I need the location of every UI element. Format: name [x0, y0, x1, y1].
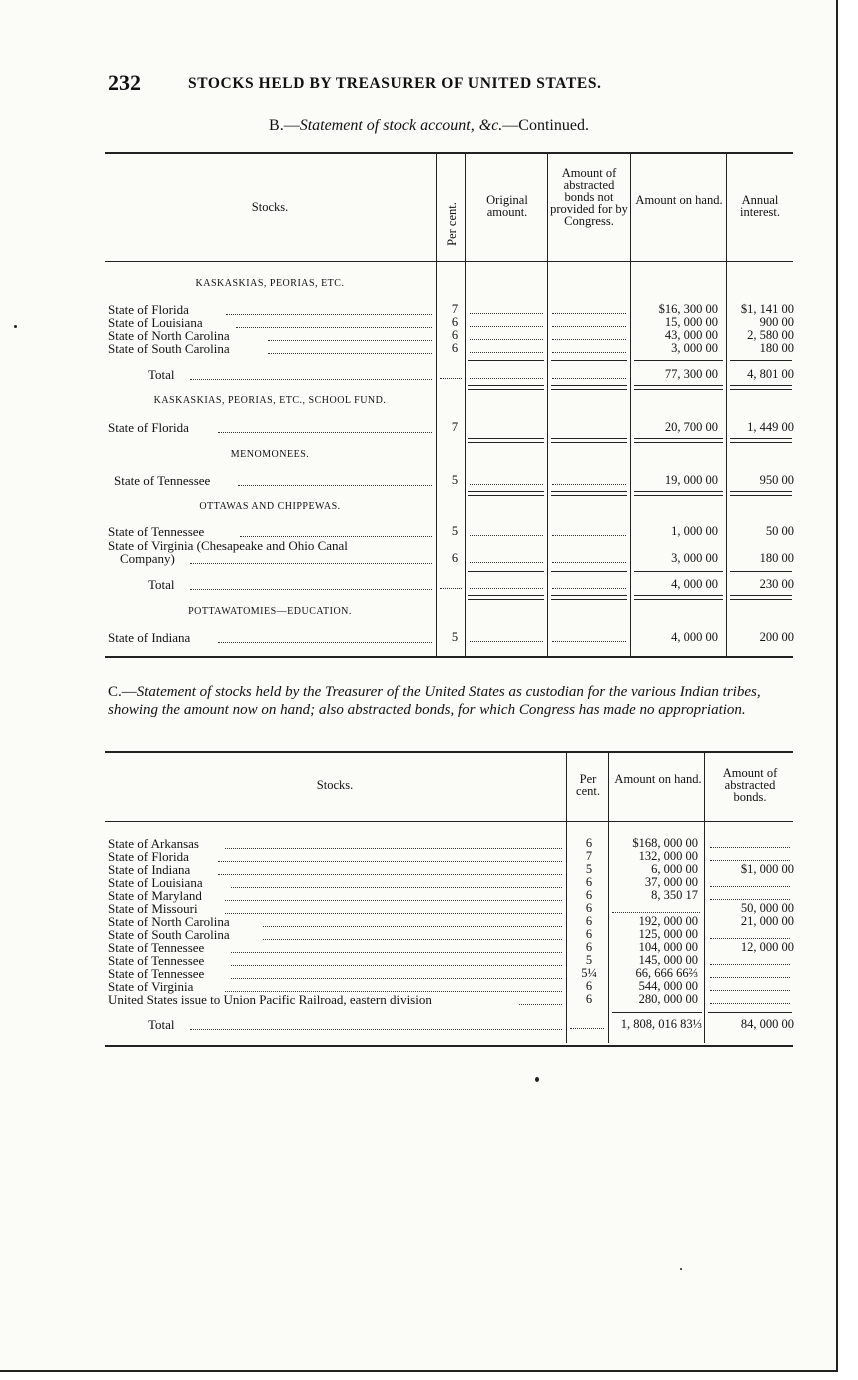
row-stock: United States issue to Union Pacific Railroad, eastern division	[108, 992, 432, 1007]
row-on-hand: 145, 000 00	[638, 953, 698, 967]
row-on-hand: 280, 000 00	[638, 992, 698, 1006]
row-interest: 180 00	[759, 341, 794, 355]
row-abstracted: 12, 000 00	[740, 940, 794, 954]
row-percent: 6	[451, 315, 459, 329]
page-number: 232	[108, 70, 141, 95]
caption-label: C.—	[108, 684, 137, 700]
row-percent: 5	[451, 630, 459, 644]
table-c-col-percent: Per cent.	[576, 772, 600, 798]
row-on-hand: 66, 666 66⅔	[635, 966, 698, 980]
row-percent: 6	[585, 875, 593, 889]
row-stock: State of Maryland	[108, 888, 202, 903]
row-interest: 950 00	[759, 473, 794, 487]
row-on-hand: 3, 000 00	[671, 341, 718, 355]
row-stock: State of Tennessee	[108, 940, 205, 955]
row-stock: State of Florida	[108, 420, 189, 435]
row-percent: 6	[585, 927, 593, 941]
total-interest: 230 00	[759, 577, 794, 591]
section-heading: POTTAWATOMIES—EDUCATION.	[188, 606, 352, 617]
row-stock: State of North Carolina	[108, 914, 230, 929]
row-on-hand: 125, 000 00	[638, 927, 698, 941]
row-percent: 6	[585, 836, 593, 850]
row-on-hand: 544, 000 00	[638, 979, 698, 993]
row-percent: 6	[585, 979, 593, 993]
table-b-col-original: Original amount.	[486, 193, 528, 219]
total-label: Total	[148, 1017, 175, 1032]
table-b-col-percent: Per cent.	[445, 202, 459, 246]
row-on-hand: 6, 000 00	[651, 862, 698, 876]
row-interest: 1, 449 00	[747, 420, 794, 434]
row-on-hand: 37, 000 00	[644, 875, 698, 889]
row-abstracted: $1, 000 00	[740, 862, 794, 876]
total-abstracted: 84, 000 00	[740, 1017, 794, 1031]
row-stock-continued: Company)	[120, 551, 175, 566]
row-percent: 6	[585, 940, 593, 954]
row-percent: 5¼	[581, 966, 597, 980]
table-b-col-stocks: Stocks.	[251, 200, 289, 214]
row-on-hand: 19, 000 00	[664, 473, 718, 487]
table-c-caption	[108, 683, 794, 719]
row-interest: 2, 580 00	[747, 328, 794, 342]
row-stock: State of Indiana	[108, 630, 191, 645]
table-b-subtitle: B.—Statement of stock account, &c.—Continued.	[269, 117, 589, 134]
running-title: STOCKS HELD BY TREASURER OF UNITED STATES.	[188, 75, 602, 92]
row-on-hand: $16, 300 00	[658, 302, 718, 316]
row-percent: 7	[585, 849, 593, 863]
row-interest: 50 00	[765, 524, 794, 538]
row-stock: State of Tennessee	[108, 966, 205, 981]
row-on-hand: 1, 000 00	[671, 524, 718, 538]
print-speck	[535, 1077, 539, 1082]
total-on-hand: 77, 300 00	[664, 367, 718, 381]
caption-text: Statement of stocks held by the Treasurer of the United States as custodian for the various Indian tribes, showing the amount now on hand; also abstracted bonds, for which Congress has made no appropriation.	[108, 684, 761, 718]
row-percent: 6	[585, 992, 593, 1006]
row-interest: 200 00	[759, 630, 794, 644]
row-abstracted: 21, 000 00	[740, 914, 794, 928]
section-heading: MENOMONEES.	[230, 449, 310, 460]
total-label: Total	[148, 367, 175, 382]
row-percent: 6	[451, 341, 459, 355]
row-interest: 900 00	[759, 315, 794, 329]
row-on-hand: 104, 000 00	[638, 940, 698, 954]
row-stock: State of Tennessee	[108, 953, 205, 968]
row-on-hand: 8, 350 17	[651, 888, 698, 902]
row-stock: State of Tennessee	[108, 524, 205, 539]
print-speck	[680, 1268, 682, 1270]
row-interest: $1, 141 00	[740, 302, 794, 316]
row-on-hand: 4, 000 00	[671, 630, 718, 644]
row-percent: 6	[585, 901, 593, 915]
row-on-hand: 3, 000 00	[671, 551, 718, 565]
row-stock: State of Arkansas	[108, 836, 199, 851]
row-on-hand: $168, 000 00	[632, 836, 698, 850]
row-percent: 7	[451, 302, 459, 316]
row-percent: 7	[451, 420, 459, 434]
total-on-hand: 1, 808, 016 83⅓	[620, 1017, 702, 1031]
table-c-col-stocks: Stocks.	[316, 778, 354, 792]
row-on-hand: 192, 000 00	[638, 914, 698, 928]
row-stock: State of Louisiana	[108, 875, 203, 890]
row-stock: State of Florida	[108, 849, 189, 864]
row-stock: State of Virginia	[108, 979, 194, 994]
row-abstracted: 50, 000 00	[740, 901, 794, 915]
row-percent: 6	[451, 328, 459, 342]
table-b-col-abstracted: Amount of abstracted bonds not provided for by Congress.	[550, 166, 628, 228]
row-stock: State of Florida	[108, 302, 189, 317]
row-stock: State of Louisiana	[108, 315, 203, 330]
total-label: Total	[148, 577, 175, 592]
row-percent: 6	[585, 914, 593, 928]
table-c-col-abstracted: Amount of abstracted bonds.	[722, 766, 778, 804]
table-b-col-on-hand: Amount on hand.	[635, 193, 723, 207]
total-interest: 4, 801 00	[747, 367, 794, 381]
section-heading: OTTAWAS AND CHIPPEWAS.	[199, 501, 341, 512]
total-on-hand: 4, 000 00	[671, 577, 718, 591]
row-percent: 6	[585, 888, 593, 902]
row-interest: 180 00	[759, 551, 794, 565]
print-speck	[14, 325, 17, 328]
row-percent: 5	[585, 953, 593, 967]
row-stock: State of South Carolina	[108, 341, 230, 356]
row-stock: State of Virginia (Chesapeake and Ohio Canal	[108, 538, 348, 553]
row-percent: 5	[451, 473, 459, 487]
row-stock: State of South Carolina	[108, 927, 230, 942]
row-stock: State of Missouri	[108, 901, 198, 916]
section-heading: KASKASKIAS, PEORIAS, ETC., SCHOOL FUND.	[153, 395, 387, 406]
table-c-col-on-hand: Amount on hand.	[614, 772, 702, 786]
row-on-hand: 15, 000 00	[664, 315, 718, 329]
row-percent: 5	[451, 524, 459, 538]
row-stock: State of Indiana	[108, 862, 191, 877]
row-stock: State of Tennessee	[114, 473, 211, 488]
row-on-hand: 43, 000 00	[664, 328, 718, 342]
section-heading: KASKASKIAS, PEORIAS, ETC.	[195, 278, 345, 289]
row-on-hand: 132, 000 00	[638, 849, 698, 863]
row-stock: State of North Carolina	[108, 328, 230, 343]
table-b-col-interest: Annual interest.	[740, 193, 780, 219]
row-percent: 5	[585, 862, 593, 876]
row-percent: 6	[451, 551, 459, 565]
row-on-hand: 20, 700 00	[664, 420, 718, 434]
